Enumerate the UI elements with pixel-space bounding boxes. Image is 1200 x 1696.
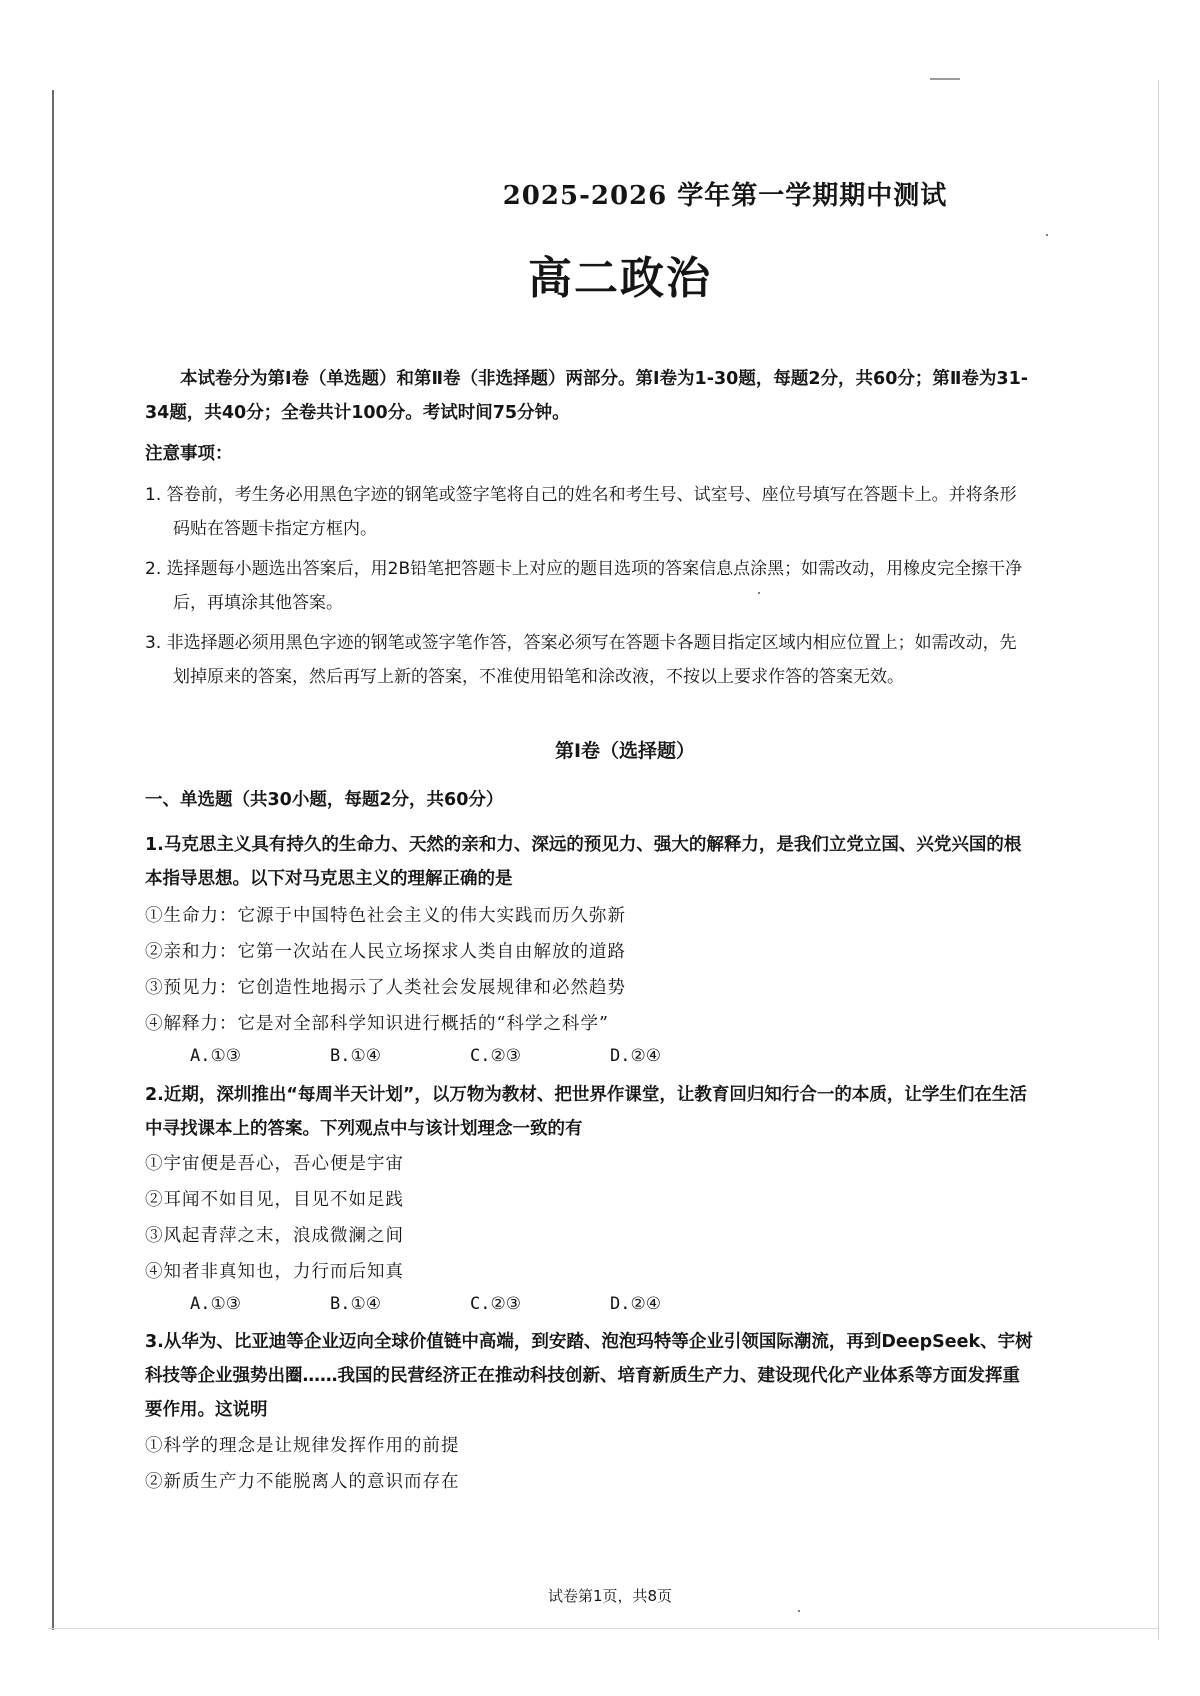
choice-b: B.①④: [330, 1046, 381, 1066]
question-2-option: ③风起青萍之末，浪成微澜之间: [145, 1226, 404, 1246]
section-heading: 第Ⅰ卷（选择题）: [554, 740, 696, 762]
question-2-option: ④知者非真知也，力行而后知真: [145, 1262, 404, 1282]
question-1-option: ①生命力：它源于中国特色社会主义的伟大实践而历久弥新: [145, 906, 626, 926]
notes-label: 注意事项：: [145, 444, 233, 464]
scan-speck: [798, 1610, 800, 1612]
question-1-option: ③预见力：它创造性地揭示了人类社会发展规律和必然趋势: [145, 978, 626, 998]
scan-edge-bottom: [48, 1628, 1158, 1629]
note-item: 1. 答卷前，考生务必用黑色字迹的钢笔或签字笔将自己的姓名和考生号、试室号、座位号填写在答题卡上。并将条形码贴在答题卡指定方框内。: [145, 485, 1017, 539]
question-1-option: ④解释力：它是对全部科学知识进行概括的“科学之科学”: [145, 1014, 609, 1034]
exam-heading: 2025-2026 学年第一学期期中测试: [502, 181, 948, 211]
question-2-option: ②耳闻不如目见，目见不如足践: [145, 1190, 404, 1210]
choice-c: C.②③: [470, 1046, 521, 1066]
subject-title: 高二政治: [528, 253, 712, 304]
choice-a: A.①③: [190, 1294, 241, 1314]
question-2-option: ①宇宙便是吾心，吾心便是宇宙: [145, 1154, 404, 1174]
question-1-choices: [190, 1046, 750, 1066]
question-3-option: ①科学的理念是让规律发挥作用的前提: [145, 1436, 460, 1456]
note-item: 3. 非选择题必须用黑色字迹的钢笔或签字笔作答，答案必须写在答题卡各题目指定区域内相应位置上；如需改动，先划掉原来的答案，然后再写上新的答案，不准使用铅笔和涂改液，不按以上要求作答的答案无效。: [145, 633, 1017, 687]
scan-mark: [930, 78, 960, 80]
scan-edge-right: [1158, 80, 1159, 1640]
part-heading: 一、单选题（共30小题，每题2分，共60分）: [145, 790, 504, 810]
choice-d: D.②④: [610, 1294, 661, 1314]
scan-edge-left: [52, 90, 54, 1630]
question-3-option: ②新质生产力不能脱离人的意识而存在: [145, 1472, 460, 1492]
question-3-stem: 3.从华为、比亚迪等企业迈向全球价值链中高端，到安踏、泡泡玛特等企业引领国际潮流，再到DeepSeek、宇树科技等企业强势出圈……我国的民营经济正在推动科技创新、培育新质生产力、建设现代化产业体系等方面发挥重要作用。这说明: [145, 1332, 1033, 1420]
choice-b: B.①④: [330, 1294, 381, 1314]
note-item: 2. 选择题每小题选出答案后，用2B铅笔把答题卡上对应的题目选项的答案信息点涂黑；如需改动，用橡皮完全擦干净后，再填涂其他答案。: [145, 559, 1023, 613]
question-1-stem: 1.马克思主义具有持久的生命力、天然的亲和力、深远的预见力、强大的解释力，是我们立党立国、兴党兴国的根本指导思想。以下对马克思主义的理解正确的是: [145, 835, 1022, 889]
page-footer: 试卷第1页，共8页: [547, 1587, 673, 1605]
choice-c: C.②③: [470, 1294, 521, 1314]
scan-speck: [1046, 234, 1048, 236]
choice-d: D.②④: [610, 1046, 661, 1066]
question-1-option: ②亲和力：它第一次站在人民立场探求人类自由解放的道路: [145, 942, 626, 962]
question-2-choices: [190, 1294, 750, 1314]
question-2-stem: 2.近期，深圳推出“每周半天计划”，以万物为教材、把世界作课堂，让教育回归知行合一的本质，让学生们在生活中寻找课本上的答案。下列观点中与该计划理念一致的有: [145, 1085, 1027, 1139]
choice-a: A.①③: [190, 1046, 241, 1066]
exam-intro: 本试卷分为第Ⅰ卷（单选题）和第Ⅱ卷（非选择题）两部分。第Ⅰ卷为1-30题，每题2分，共60分；第Ⅱ卷为31-34题，共40分；全卷共计100分。考试时间75分钟。: [145, 369, 1029, 423]
